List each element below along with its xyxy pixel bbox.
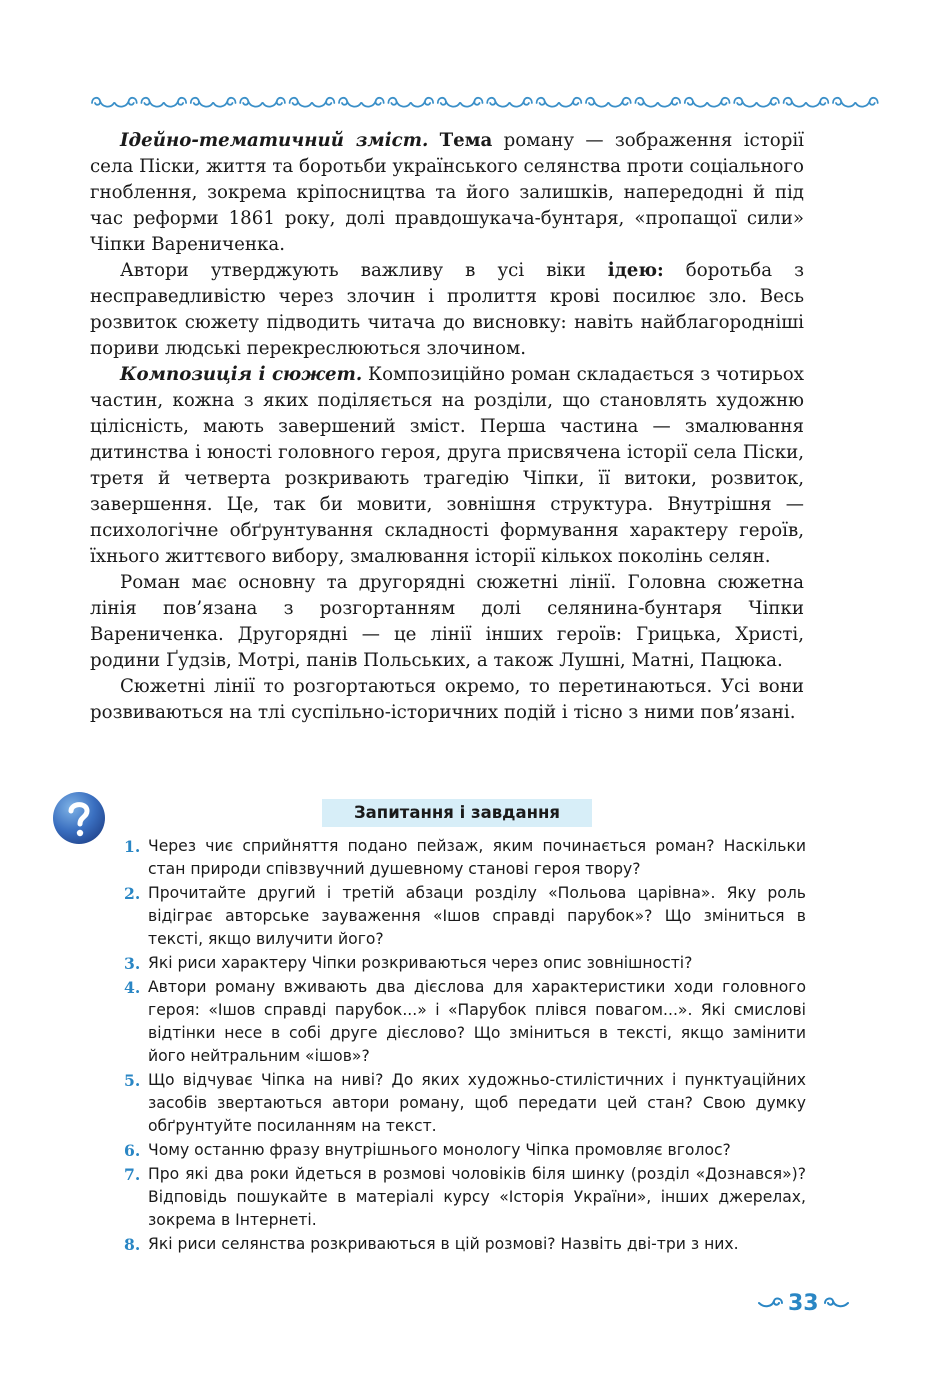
paragraph-composition — [90, 362, 804, 570]
paragraph-storylines: Роман має основну та другорядні сюжетні лінії. Головна сюжетна лінія пов’язана з розгортанням долі селянина-бунтаря Чіпки Варениченка. Другорядні — це лінії інших героїв: Грицька, Христі, родини Ґудзів, Мотрі, панів Польських, а також Лушні, Матні, Пацюка. — [90, 572, 804, 671]
question-item — [124, 1163, 806, 1232]
question-item — [124, 1139, 806, 1162]
question-text: Що відчуває Чіпка на ниві? До яких художньо-стилістичних і пунктуаційних засобів звертаються автори роману, щоб передати цей стан? Свою думку обґрунтуйте посиланням на текст. — [148, 1071, 806, 1135]
page-number: 33 — [788, 1290, 819, 1316]
question-text: Автори роману вживають два дієслова для характеристики ходи головного героя: «Ішов справді парубок...» і «Парубок плівся повагом...». Які смислові відтінки несе в собі друге дієслово? Що зміниться в тексті, якщо замінити його нейтральним «ішов»? — [148, 978, 806, 1065]
swirl-ornament-icon — [758, 1295, 784, 1311]
question-number: 2. — [124, 884, 141, 903]
question-text: Які риси характеру Чіпки розкриваються через опис зовнішності? — [148, 954, 693, 972]
question-item — [124, 1233, 806, 1256]
term-idea: ідею: — [607, 260, 664, 281]
question-item — [124, 952, 806, 975]
paragraph-theme — [90, 128, 804, 258]
paragraph-text: Композиційно роман складається з чотирьох частин, кожна з яких поділяється на розділи, що становлять художню цілісність, мають завершений зміст. Перша частина — змалювання дитинства і юності головного героя, друга присвячена історії села Піски, третя й четверта розкривають трагедію Чіпки, її витоки, розвиток, завершення. Це, так би мовити, зовнішня структура. Внутрішня — психологічне обґрунтування складності формування характеру героїв, їхнього життєвого вибору, змалювання історії кількох поколінь селян. — [90, 364, 805, 567]
paragraph-text: роману — зображення історії села Піски, життя та боротьби українського селянства проти соціального гноблення, зокрема кріпосництва та його залишків, напередодні й під час реформи 1861 року, долі правдошукача-бунтаря, «пропащої сили» Чіпки Варениченка. — [90, 130, 804, 255]
question-item — [124, 835, 806, 881]
question-number: 6. — [124, 1141, 141, 1160]
main-text — [90, 128, 804, 726]
heading-composition: Композиція і сюжет. — [120, 364, 363, 385]
question-text: Прочитайте другий і третій абзаци розділу «Польова царівна». Яку роль відіграє авторське зауваження «Ішов справді парубок»? Що зміниться в тексті, якщо вилучити його? — [148, 884, 806, 948]
swirl-ornament-icon — [90, 93, 880, 113]
question-number: 8. — [124, 1235, 141, 1254]
question-number: 1. — [124, 837, 141, 856]
questions-list — [124, 835, 806, 1257]
questions-header: Запитання і завдання — [322, 799, 592, 827]
heading-ideological: Ідейно-тематичний зміст. — [120, 130, 429, 151]
question-number: 5. — [124, 1071, 141, 1090]
question-text: Про які два роки йдеться в розмові чоловіків біля шинку (розділ «Дознався»)? Відповідь пошукайте в матеріалі курсу «Історія України», інших джерелах, зокрема в Інтернеті. — [148, 1165, 806, 1229]
paragraph-text: боротьба з несправедливістю через злочин і пролиття крові посилює зло. Весь розвиток сюжету підводить читача до висновку: навіть найблагородніші пориви людські перекреслюються злочином. — [90, 260, 804, 359]
term-theme: Тема — [439, 130, 493, 151]
page-footer — [758, 1288, 849, 1318]
question-item — [124, 976, 806, 1068]
question-number: 7. — [124, 1165, 141, 1184]
question-number: 4. — [124, 978, 141, 997]
swirl-ornament-icon — [823, 1295, 849, 1311]
question-text: Чому останню фразу внутрішнього монологу Чіпка промовляє вголос? — [148, 1141, 731, 1159]
paragraph-text: Автори утверджують важливу в усі віки — [120, 260, 608, 281]
paragraph-idea — [90, 258, 804, 362]
question-number: 3. — [124, 954, 141, 973]
question-item — [124, 1069, 806, 1138]
paragraph-storylines-2: Сюжетні лінії то розгортаються окремо, то перетинаються. Усі вони розвиваються на тлі суспільно-історичних подій і тісно з ними пов’язані. — [90, 676, 804, 723]
question-text: Які риси селянства розкриваються в цій розмові? Назвіть дві-три з них. — [148, 1235, 739, 1253]
question-text: Через чиє сприйняття подано пейзаж, яким починається роман? Наскільки стан природи співзвучний душевному станові героя твору? — [148, 837, 806, 878]
question-item — [124, 882, 806, 951]
question-mark-icon — [51, 790, 107, 846]
